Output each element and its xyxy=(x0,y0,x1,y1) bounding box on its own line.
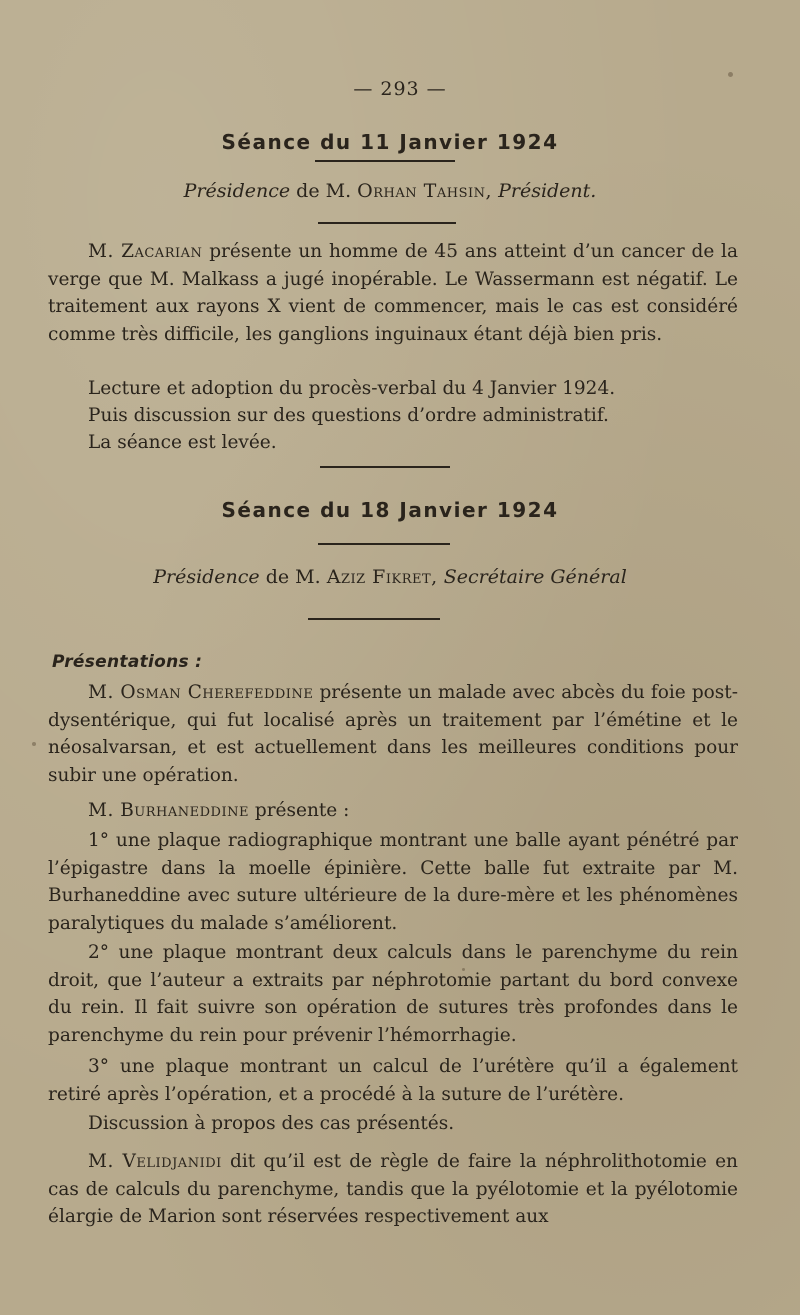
seance-1-title: Séance du 11 Janvier 1924 xyxy=(221,130,559,154)
speaker-name: M. Zacarian xyxy=(88,241,203,262)
seance-2-paragraph-7 xyxy=(48,1148,738,1231)
divider-rule xyxy=(318,222,456,224)
presidence-de: de M. xyxy=(296,180,352,202)
seance-2-paragraph-3: 1° une plaque radiographique montrant une balle ayant pénétré par l’épigastre dans la moelle épinière. Cette balle fut extraite par M. Burhaneddine avec suture ultérieure de la dure-mère et les phénomènes paralytiques du malade s’améliorent. xyxy=(48,830,738,934)
paragraph-text: dit qu’il est de règle de faire la néphrolithotomie en cas de calculs du parenchyme, tandis que la pyélotomie et la pyélotomie élargie de Marion sont réservées respectivement aux xyxy=(48,1151,738,1227)
section-label-presentations: Présentations : xyxy=(52,652,203,672)
divider-rule xyxy=(318,543,450,545)
president-name: Aziz Fikret, xyxy=(326,566,438,588)
paragraph-text: présente un malade avec abcès du foie post-dysentérique, qui fut localisé après un traitement par l’émétine et le néosalvarsan, et est actuellement dans les meilleures conditions pour subir une opération. xyxy=(48,682,738,786)
paper-speck xyxy=(728,72,733,77)
seance-2-paragraph-2 xyxy=(48,797,738,825)
seance-2-paragraph-1 xyxy=(48,679,738,789)
divider-rule xyxy=(308,618,440,620)
presidence-label: Présidence xyxy=(153,566,260,588)
seance-2-title: Séance du 18 Janvier 1924 xyxy=(221,498,559,522)
president-name: Orhan Tahsin, xyxy=(357,180,493,202)
page-number: — 293 — xyxy=(353,78,447,100)
seance-2-paragraph-5: 3° une plaque montrant un calcul de l’urétère qu’il a également retiré après l’opération, et a procédé à la suture de l’urétère. xyxy=(48,1056,738,1105)
speaker-name: M. Osman Cherefeddine xyxy=(88,682,314,703)
seance-2-presidence xyxy=(0,566,780,588)
paragraph-text: présente un homme de 45 ans atteint d’un cancer de la verge que M. Malkass a jugé inopérable. Le Wassermann est négatif. Le traitement aux rayons X vient de commencer, mais le cas est considéré comme très difficile, les ganglions inguinaux étant déjà bien pris. xyxy=(48,241,739,345)
seance-1-paragraph-1 xyxy=(48,238,738,348)
seance-2-paragraph-6: Discussion à propos des cas présentés. xyxy=(88,1113,455,1134)
speaker-name: M. Burhaneddine xyxy=(88,800,249,821)
seance-1-presidence xyxy=(0,180,780,202)
paragraph-text: présente : xyxy=(254,800,350,821)
seance-1-paragraph-2: Lecture et adoption du procès-verbal du 4 Janvier 1924. xyxy=(88,378,616,399)
seance-1-paragraph-4: La séance est levée. xyxy=(88,432,277,453)
president-role: Secrétaire Général xyxy=(443,566,627,588)
divider-rule xyxy=(320,466,450,468)
president-role: Président. xyxy=(498,180,597,202)
presidence-label: Présidence xyxy=(183,180,291,202)
divider-rule xyxy=(315,160,455,162)
paper-speck xyxy=(32,742,36,746)
presidence-de: de M. xyxy=(265,566,321,588)
seance-2-paragraph-4: 2° une plaque montrant deux calculs dans le parenchyme du rein droit, que l’auteur a extraits par néphrotomie partant du bord convexe du rein. Il fait suivre son opération de sutures très profondes dans le parenchyme du rein pour prévenir l’hémorrhagie. xyxy=(48,942,738,1046)
seance-1-paragraph-3: Puis discussion sur des questions d’ordre administratif. xyxy=(88,405,609,426)
speaker-name: M. Velidjanidi xyxy=(88,1151,222,1172)
